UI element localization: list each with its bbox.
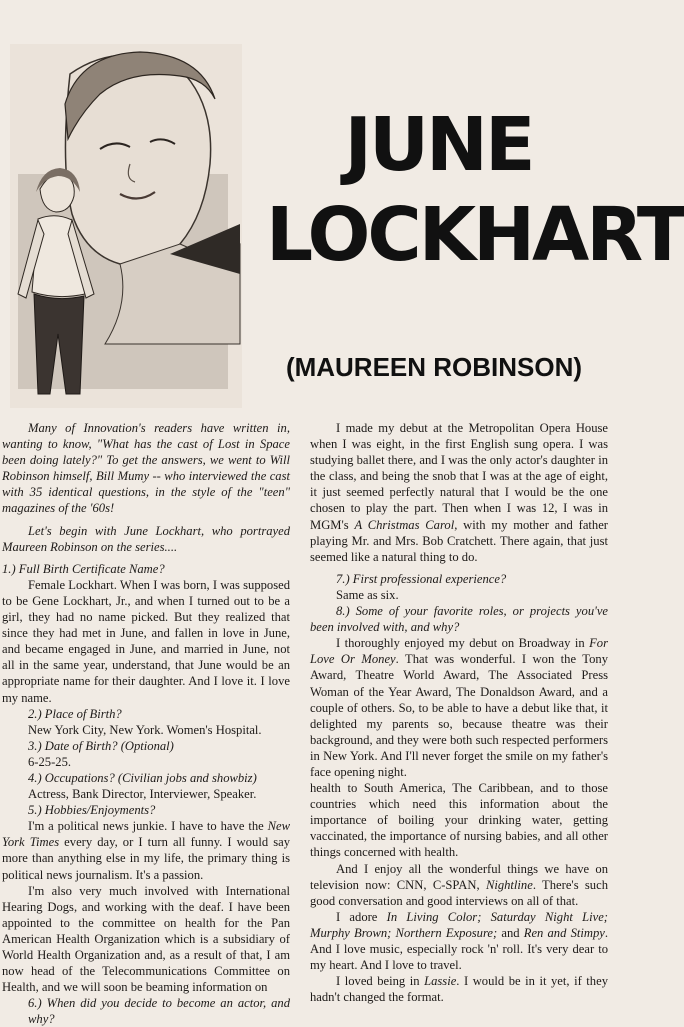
subtitle: (MAUREEN ROBINSON) [285, 352, 583, 382]
lassie-paragraph-text-c: . I would be in it yet, if they hadn't changed the format. [310, 974, 608, 1005]
question-6: 6.) When did you decide to become an actor, and why? [28, 996, 290, 1027]
intro-paragraph-2: Let's begin with June Lockhart, who portrayed Maureen Robinson on the series.... [2, 523, 290, 554]
question-2: 2.) Place of Birth? [28, 706, 122, 721]
left-column [2, 420, 290, 1027]
intro-paragraph: Many of Innovation's readers have written in, wanting to know, "What has the cast of Lost in Space been doing lately?" To get the answers, we went to Will Robinson himself, Bill Mumy -- who interviewed the cast with 35 identical questions, in the style of the "teen" magazines of the '60s! [2, 421, 290, 516]
tv-paragraph [310, 861, 608, 909]
shows-paragraph-text-b: In Living Color; Saturday Night Live; Murphy Brown; Northern Exposure; [310, 909, 608, 940]
tv-paragraph-text-c: . There's such good conversation and good interviews on all of that. [310, 877, 608, 908]
answer-5 [2, 818, 290, 882]
question-1: 1.) Full Birth Certificate Name? [2, 561, 165, 576]
title-line-1: JUNE [344, 102, 533, 188]
shows-paragraph-text-d: Ren and Stimpy [523, 925, 605, 940]
answer-6-text-a: I made my debut at the Metropolitan Opera House when I was eight, in the first English sung opera. I was studying ballet there, and I was the only actor's daughter in the class, and being the snob that I was at the age of eight, it just seemed perfectly natural that I would be the one chosen to play the part. Then when I was 12, I was in MGM's [310, 421, 608, 532]
shows-paragraph-text-e: . And I love music, especially rock 'n' roll. It's very dear to my heart. And I love to travel. [310, 925, 609, 973]
title [266, 100, 684, 280]
tv-paragraph-text-b: Nightline [485, 877, 533, 892]
question-3: 3.) Date of Birth? (Optional) [28, 738, 174, 753]
lassie-paragraph [310, 973, 608, 1005]
tv-paragraph-text-a: And I enjoy all the wonderful things we have on television now: CNN, C-SPAN, [310, 861, 608, 892]
answer-2: New York City, New York. Women's Hospital. [28, 722, 262, 737]
lassie-paragraph-text-b: Lassie [424, 974, 457, 989]
answer-6 [310, 420, 608, 565]
answer-7: Same as six. [336, 587, 399, 602]
right-column [310, 420, 608, 1005]
answer-3: 6-25-25. [28, 754, 72, 769]
answer-5-continued: I'm also very much involved with International Hearing Dogs, and working with the deaf. I have been appointed to the committee on health for the Pan American Health Organization which is a subsidiary of World Health Organization and, as a result of that, I am now head of the Telecommunications Committee on Health, and we will soon be beaming information on [2, 883, 290, 995]
answer-8-text-c: . That was wonderful. I won the Tony Award, Theatre World Award, The Associated Press Woman of the Year Award, The Donaldson Award, and a couple of others. So, to be able to have a debut like that, it delighted my parents so, because theatre was their background, and they were both such respected performers in New York. And I'll never forget the smile on my father's face opening night. [310, 652, 608, 779]
answer-5-text-c: every day, or I turn all funny. I would say more than anything else in my life, the primary thing is political news journalism. It's a passion. [2, 835, 291, 882]
lassie-paragraph-text-a: I loved being in [336, 974, 425, 989]
answer-4: Actress, Bank Director, Interviewer, Speaker. [28, 787, 257, 802]
answer-5-continuation: health to South America, The Caribbean, and to those countries which need this information about the importance of boiling your drinking water, getting vaccinated, the importance of nursing babies, and all other things concerned with health. [310, 781, 608, 860]
answer-6-text-c: , with my mother and father playing Mr. and Mrs. Bob Cratchett. There again, that just seemed like a natural thing to do. [310, 517, 609, 564]
portrait-illustration [10, 44, 242, 408]
shows-paragraph-text-c: and [497, 925, 524, 940]
question-4: 4.) Occupations? (Civilian jobs and showbiz) [28, 770, 257, 785]
shows-paragraph-text-a: I adore [336, 909, 387, 924]
shows-paragraph [310, 909, 608, 973]
answer-6-text-b: A Christmas Carol [354, 517, 455, 532]
answer-1: Female Lockhart. When I was born, I was supposed to be Gene Lockhart, Jr., and when I turned out to be a girl, they had no name picked. But they realized that since they had met in June, and fallen in love in June, and became engaged in June, and married in June, not all in the same year, understand, that June would be an appropriate name for their daughter. And I love it. I love my name. [2, 577, 290, 705]
answer-8-text-b: For Love Or Money [310, 636, 608, 667]
question-5: 5.) Hobbies/Enjoyments? [28, 803, 156, 818]
title-line-2: LOCKHART [266, 192, 684, 278]
answer-5-text-b: New York Times [2, 819, 290, 850]
answer-5-text-a: I'm a political news junkie. I have to have the [28, 819, 268, 834]
answer-8 [310, 635, 608, 780]
question-7: 7.) First professional experience? [336, 571, 507, 586]
question-8: 8.) Some of your favorite roles, or projects you've been involved with, and why? [310, 604, 608, 635]
answer-8-text-a: I thoroughly enjoyed my debut on Broadway in [336, 636, 590, 651]
